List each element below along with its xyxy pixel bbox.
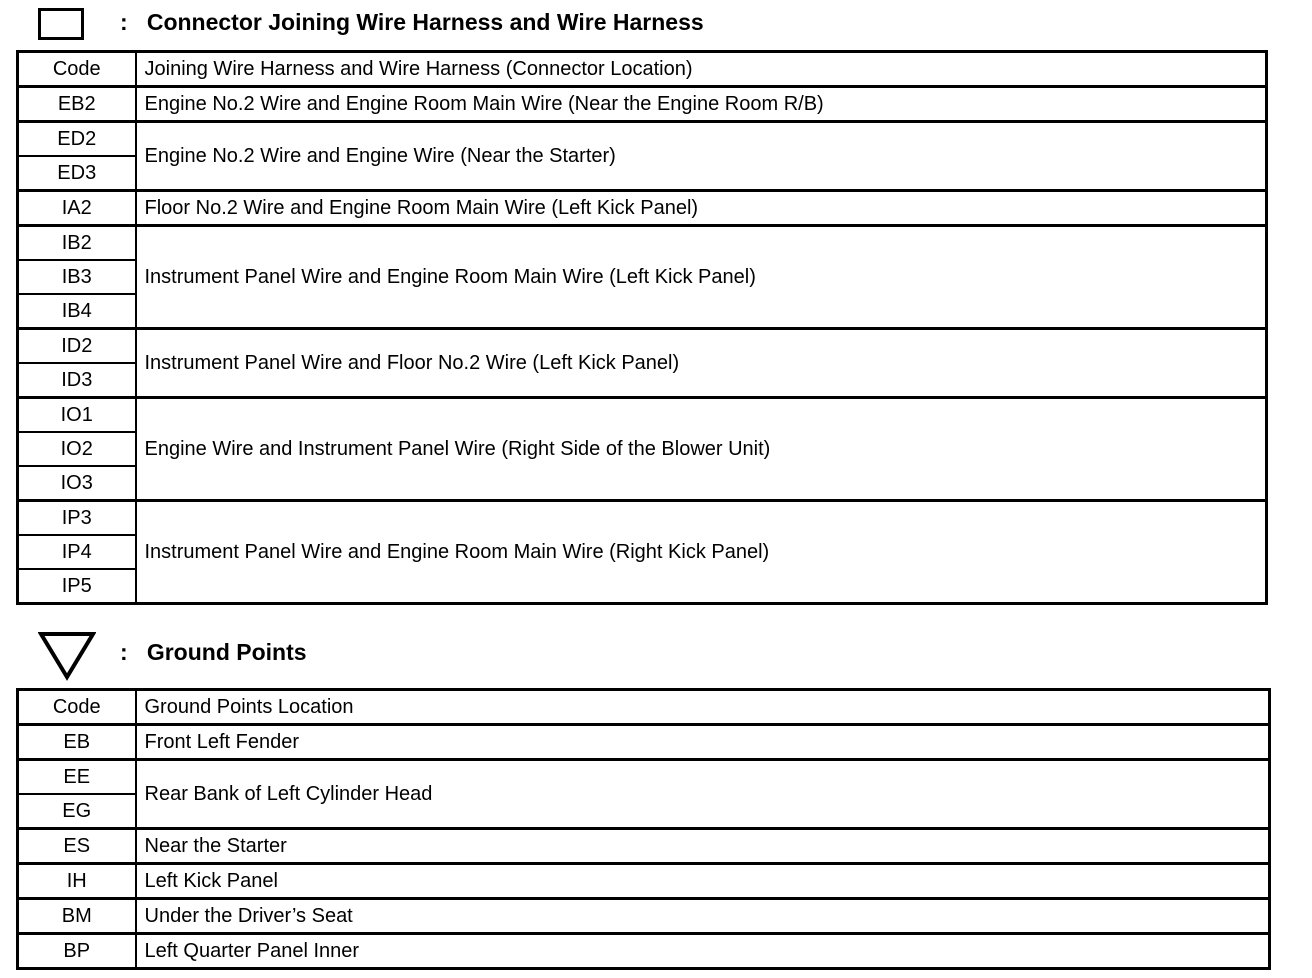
header-row	[18, 52, 1267, 87]
ground-separator: :	[120, 639, 128, 665]
code-cell: IP4	[18, 535, 136, 569]
code-cell: IO2	[18, 432, 136, 466]
code-cell: EG	[18, 794, 136, 829]
description-cell: Instrument Panel Wire and Engine Room Main Wire (Right Kick Panel)	[136, 501, 1267, 604]
code-cell: EE	[18, 760, 136, 795]
table-row	[18, 226, 1267, 261]
table-row	[18, 501, 1267, 536]
header-description: Ground Points Location	[136, 690, 1270, 725]
code-cell: ID3	[18, 363, 136, 398]
description-cell: Left Quarter Panel Inner	[136, 934, 1270, 969]
table-row	[18, 122, 1267, 157]
code-cell: BM	[18, 899, 136, 934]
description-cell: Rear Bank of Left Cylinder Head	[136, 760, 1270, 829]
ground-section-title	[120, 638, 307, 666]
code-cell: EB	[18, 725, 136, 760]
code-cell: IB2	[18, 226, 136, 261]
ground-triangle-icon	[38, 631, 96, 681]
code-cell: IP3	[18, 501, 136, 536]
connector-section-title	[120, 8, 704, 36]
ground-table	[16, 688, 1271, 970]
header-description: Joining Wire Harness and Wire Harness (Connector Location)	[136, 52, 1267, 87]
code-cell: IO1	[18, 398, 136, 433]
description-cell: Near the Starter	[136, 829, 1270, 864]
code-cell: EB2	[18, 87, 136, 122]
code-cell: ED2	[18, 122, 136, 157]
code-cell: IO3	[18, 466, 136, 501]
table-row	[18, 329, 1267, 364]
table-row	[18, 191, 1267, 226]
table-row	[18, 829, 1270, 864]
table-row	[18, 864, 1270, 899]
description-cell: Floor No.2 Wire and Engine Room Main Wire (Left Kick Panel)	[136, 191, 1267, 226]
description-cell: Instrument Panel Wire and Floor No.2 Wire (Left Kick Panel)	[136, 329, 1267, 398]
code-cell: ED3	[18, 156, 136, 191]
header-code: Code	[18, 690, 136, 725]
header-row	[18, 690, 1270, 725]
description-cell: Engine Wire and Instrument Panel Wire (Right Side of the Blower Unit)	[136, 398, 1267, 501]
description-cell: Front Left Fender	[136, 725, 1270, 760]
code-cell: IB3	[18, 260, 136, 294]
connector-table	[16, 50, 1268, 605]
code-cell: IA2	[18, 191, 136, 226]
connector-square-icon	[38, 8, 84, 40]
code-cell: BP	[18, 934, 136, 969]
ground-title-text: Ground Points	[146, 639, 307, 665]
code-cell: ES	[18, 829, 136, 864]
table-row	[18, 87, 1267, 122]
description-cell: Under the Driver’s Seat	[136, 899, 1270, 934]
table-row	[18, 760, 1270, 795]
code-cell: ID2	[18, 329, 136, 364]
connector-separator: :	[120, 9, 128, 35]
table-row	[18, 725, 1270, 760]
connector-title-text: Connector Joining Wire Harness and Wire Harness	[146, 9, 704, 35]
description-cell: Engine No.2 Wire and Engine Room Main Wire (Near the Engine Room R/B)	[136, 87, 1267, 122]
table-row	[18, 398, 1267, 433]
description-cell: Instrument Panel Wire and Engine Room Main Wire (Left Kick Panel)	[136, 226, 1267, 329]
code-cell: IP5	[18, 569, 136, 604]
table-row	[18, 934, 1270, 969]
table-row	[18, 899, 1270, 934]
code-cell: IB4	[18, 294, 136, 329]
description-cell: Left Kick Panel	[136, 864, 1270, 899]
description-cell: Engine No.2 Wire and Engine Wire (Near the Starter)	[136, 122, 1267, 191]
code-cell: IH	[18, 864, 136, 899]
header-code: Code	[18, 52, 136, 87]
